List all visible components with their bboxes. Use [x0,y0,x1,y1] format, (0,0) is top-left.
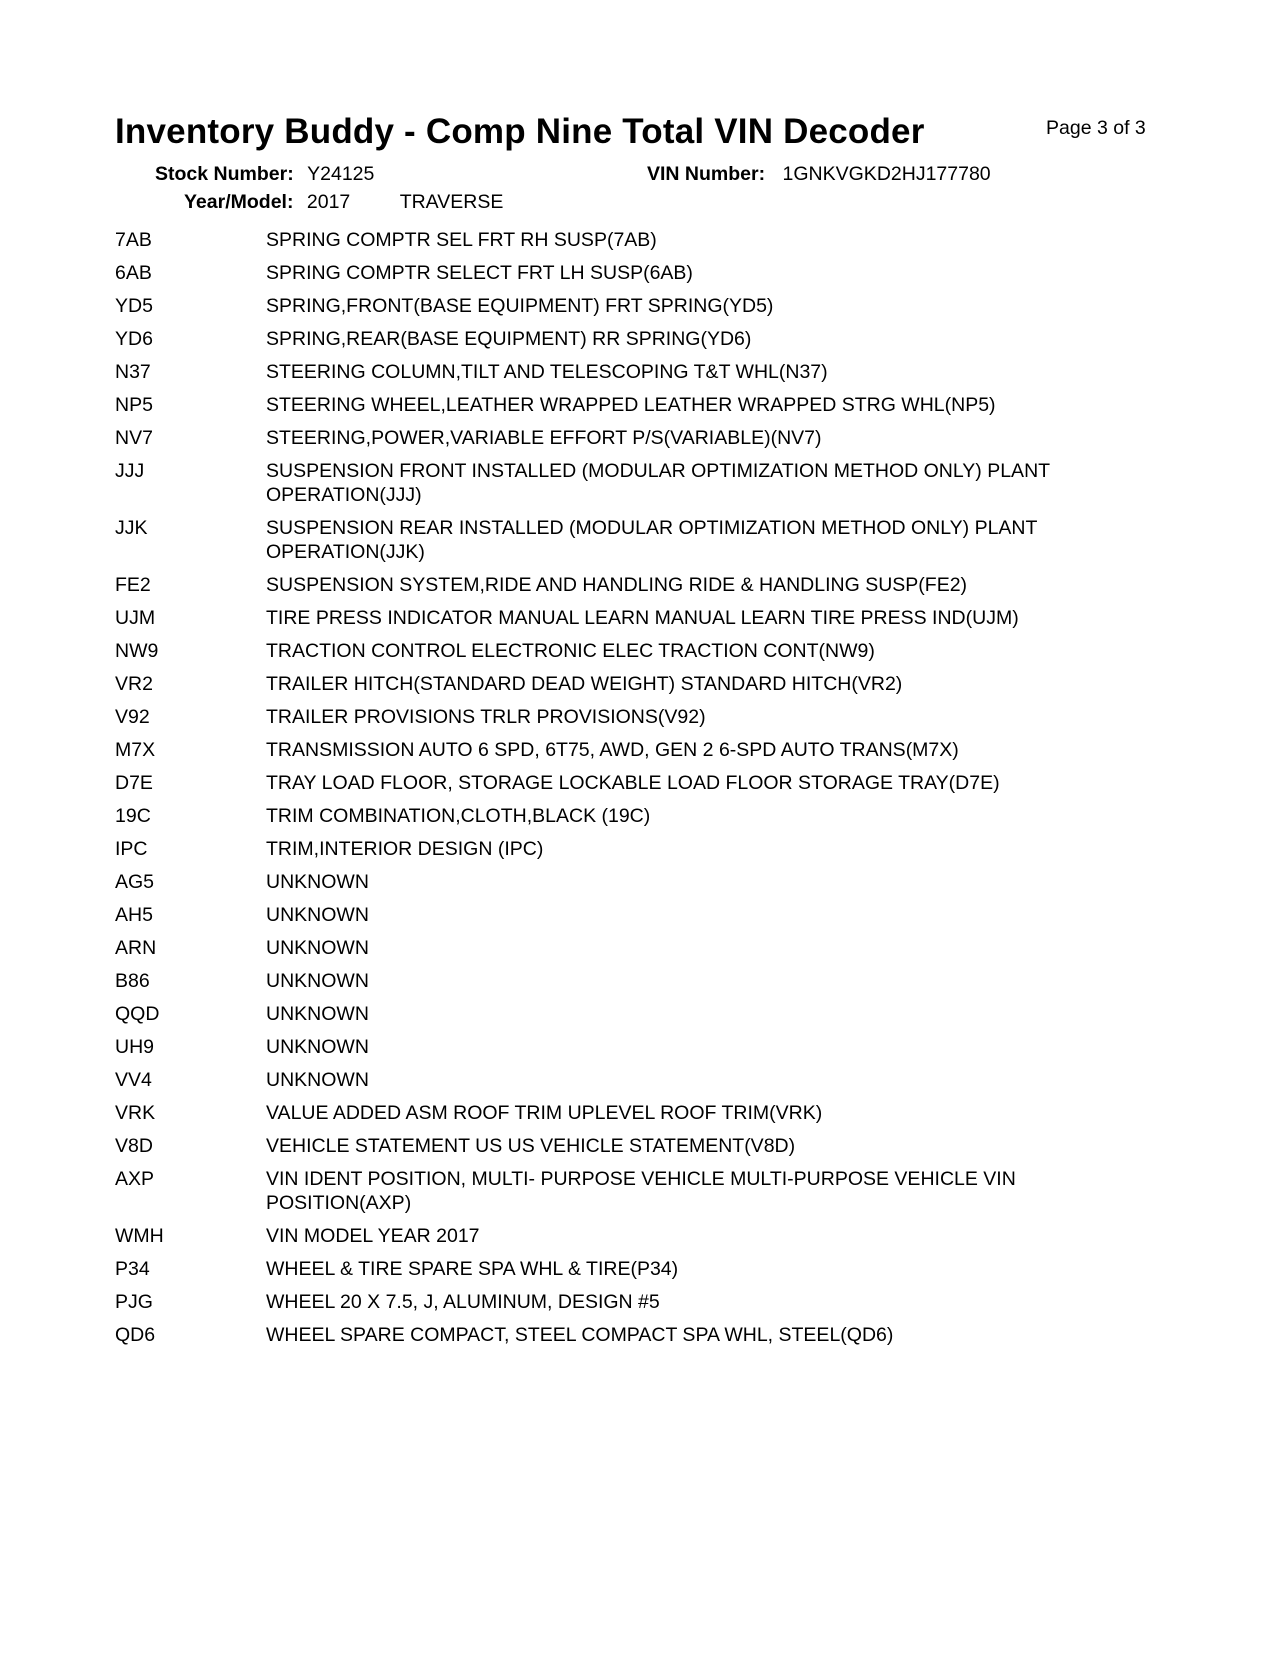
option-code: 19C [115,805,151,827]
vin-number-label: VIN Number: [647,163,766,185]
option-description: UNKNOWN [266,904,369,926]
option-code: QQD [115,1003,160,1025]
option-description: TRAILER HITCH(STANDARD DEAD WEIGHT) STANDARD HITCH(VR2) [266,673,903,695]
stock-number-label: Stock Number: [155,163,294,185]
option-code: 6AB [115,262,152,284]
option-description: UNKNOWN [266,970,369,992]
option-description: WHEEL SPARE COMPACT, STEEL COMPACT SPA WHL, STEEL(QD6) [266,1324,894,1346]
option-description: SPRING,REAR(BASE EQUIPMENT) RR SPRING(YD6) [266,328,752,350]
option-code: IPC [115,838,148,860]
option-code: AG5 [115,871,155,893]
option-description: WHEEL 20 X 7.5, J, ALUMINUM, DESIGN #5 [266,1291,660,1313]
option-description: UNKNOWN [266,1003,369,1025]
option-description: VEHICLE STATEMENT US US VEHICLE STATEMENT(V8D) [266,1135,796,1157]
option-description: SPRING,FRONT(BASE EQUIPMENT) FRT SPRING(YD5) [266,295,774,317]
option-code: FE2 [115,574,151,596]
option-code: NP5 [115,394,153,416]
vin-number-value: 1GNKVGKD2HJ177780 [782,163,991,185]
option-description: UNKNOWN [266,1036,369,1058]
option-code: 7AB [115,229,152,251]
option-code: QD6 [115,1324,156,1346]
option-code: AXP [115,1168,155,1190]
option-code: N37 [115,361,151,383]
option-code-row [115,426,1125,450]
option-code-row [115,639,1125,663]
option-description: VIN MODEL YEAR 2017 [266,1225,480,1247]
option-code-row [115,804,1125,828]
stock-number-value: Y24125 [307,163,375,185]
option-code-row [115,870,1125,894]
option-code: NV7 [115,427,153,449]
option-code-row [115,1035,1125,1059]
option-code-row [115,516,1125,564]
stock-number-field [155,163,374,186]
option-code: AH5 [115,904,153,926]
option-code: WMH [115,1225,164,1247]
option-code: V8D [115,1135,153,1157]
year-model-field [184,191,503,214]
option-code-row [115,837,1125,861]
option-code: PJG [115,1291,153,1313]
option-description: VIN IDENT POSITION, MULTI- PURPOSE VEHICLE MULTI-PURPOSE VEHICLE VIN POSITION(AXP) [266,1168,1016,1214]
option-code-row [115,360,1125,384]
option-code-list [115,228,1125,1356]
option-code: YD5 [115,295,153,317]
option-description: SUSPENSION FRONT INSTALLED (MODULAR OPTIMIZATION METHOD ONLY) PLANT OPERATION(JJJ) [266,460,1050,506]
option-code: JJK [115,517,148,539]
option-description: TRAILER PROVISIONS TRLR PROVISIONS(V92) [266,706,706,728]
option-description: UNKNOWN [266,1069,369,1091]
model-value: TRAVERSE [399,191,504,213]
option-code-row [115,903,1125,927]
option-code-row [115,1167,1125,1215]
option-code-row [115,1323,1125,1347]
option-code: UJM [115,607,156,629]
option-code-row [115,771,1125,795]
option-description: TRACTION CONTROL ELECTRONIC ELEC TRACTION CONT(NW9) [266,640,875,662]
option-code-row [115,1101,1125,1125]
option-code-row [115,294,1125,318]
option-code-row [115,1290,1125,1314]
option-code: VV4 [115,1069,152,1091]
year-model-label: Year/Model: [184,191,294,213]
option-code-row [115,1134,1125,1158]
option-code-row [115,672,1125,696]
option-code-row [115,573,1125,597]
option-code-row [115,1224,1125,1248]
option-description: TRAY LOAD FLOOR, STORAGE LOCKABLE LOAD FLOOR STORAGE TRAY(D7E) [266,772,1000,794]
option-code-row [115,705,1125,729]
vin-number-field [647,163,991,186]
option-description: SUSPENSION REAR INSTALLED (MODULAR OPTIMIZATION METHOD ONLY) PLANT OPERATION(JJK) [266,517,1038,563]
option-code: B86 [115,970,150,992]
option-code-row [115,261,1125,285]
option-code-row [115,393,1125,417]
option-code: M7X [115,739,156,761]
option-code: VR2 [115,673,153,695]
page-number: Page 3 of 3 [1046,117,1146,139]
option-code-row [115,228,1125,252]
option-code: VRK [115,1102,156,1124]
option-code: P34 [115,1258,150,1280]
option-code-row [115,1068,1125,1092]
document-title: Inventory Buddy - Comp Nine Total VIN Decoder [115,112,925,151]
option-code-row [115,606,1125,630]
option-description: SPRING COMPTR SEL FRT RH SUSP(7AB) [266,229,657,251]
option-description: TIRE PRESS INDICATOR MANUAL LEARN MANUAL LEARN TIRE PRESS IND(UJM) [266,607,1019,629]
option-description: UNKNOWN [266,871,369,893]
option-code-row [115,738,1125,762]
option-description: STEERING COLUMN,TILT AND TELESCOPING T&T WHL(N37) [266,361,828,383]
option-description: TRIM COMBINATION,CLOTH,BLACK (19C) [266,805,651,827]
option-description: WHEEL & TIRE SPARE SPA WHL & TIRE(P34) [266,1258,679,1280]
option-description: STEERING WHEEL,LEATHER WRAPPED LEATHER WRAPPED STRG WHL(NP5) [266,394,996,416]
option-description: VALUE ADDED ASM ROOF TRIM UPLEVEL ROOF TRIM(VRK) [266,1102,823,1124]
option-description: SPRING COMPTR SELECT FRT LH SUSP(6AB) [266,262,693,284]
option-description: SUSPENSION SYSTEM,RIDE AND HANDLING RIDE & HANDLING SUSP(FE2) [266,574,968,596]
option-code: NW9 [115,640,159,662]
option-code-row [115,1257,1125,1281]
option-code-row [115,936,1125,960]
option-code: YD6 [115,328,153,350]
option-code: V92 [115,706,150,728]
option-description: TRANSMISSION AUTO 6 SPD, 6T75, AWD, GEN 2 6-SPD AUTO TRANS(M7X) [266,739,959,761]
option-description: TRIM,INTERIOR DESIGN (IPC) [266,838,544,860]
option-code-row [115,459,1125,507]
option-code: UH9 [115,1036,155,1058]
option-description: UNKNOWN [266,937,369,959]
option-code: JJJ [115,460,145,482]
option-code-row [115,969,1125,993]
option-code: D7E [115,772,153,794]
option-code-row [115,1002,1125,1026]
option-code: ARN [115,937,157,959]
year-value: 2017 [306,191,351,213]
option-code-row [115,327,1125,351]
option-description: STEERING,POWER,VARIABLE EFFORT P/S(VARIABLE)(NV7) [266,427,822,449]
